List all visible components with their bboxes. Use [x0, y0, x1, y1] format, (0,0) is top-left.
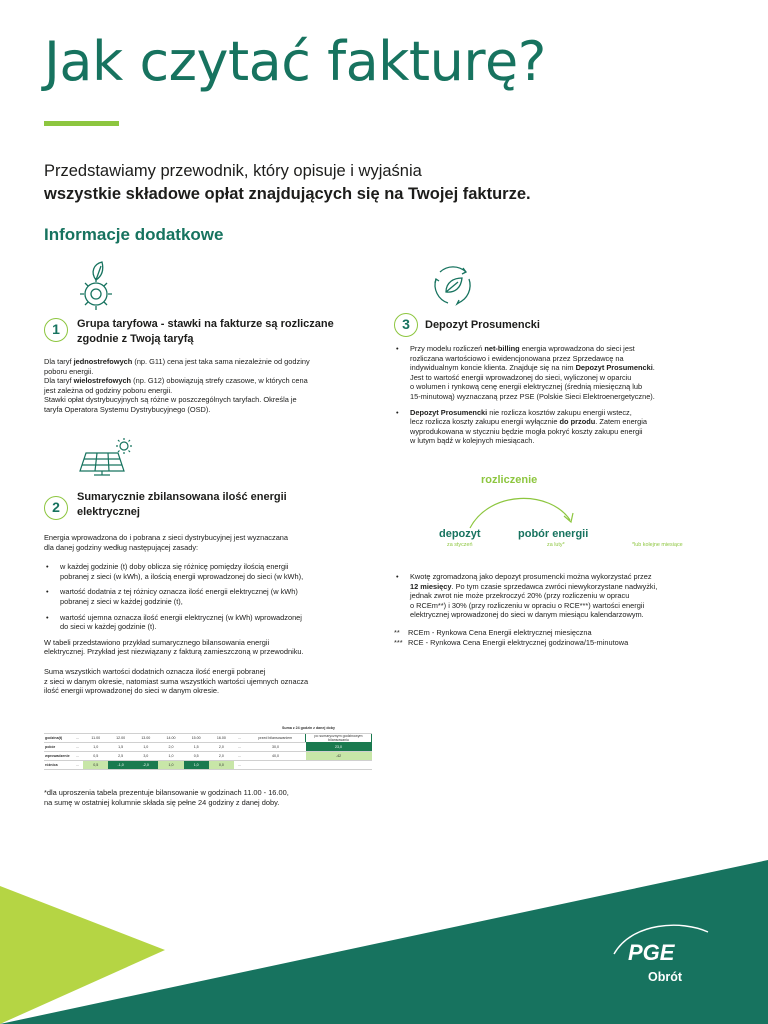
- table-row: pobór ... 1,0 1,5 1,0 2,0 1,5 2,0 ... 30,0 23,0: [44, 742, 372, 751]
- section-title: Informacje dodatkowe: [44, 225, 224, 244]
- brand-subtitle: Obrót: [648, 970, 683, 984]
- block-3-text: [394, 344, 734, 452]
- pge-logo: [612, 924, 712, 975]
- diagram-right-label: pobór energii: [518, 528, 589, 540]
- diagram-note: *lub kolejne miesiące: [632, 542, 683, 548]
- diagram-left-label: depozyt: [439, 528, 481, 540]
- footnote-2: *** RCE - Rynkowa Cena Energii elektrycznej godzinowa/15-minutowa: [394, 637, 629, 647]
- diagram-right-sub: za luty*: [547, 542, 565, 548]
- block-2-title-l1: Sumarycznie zbilansowana ilość energii: [77, 491, 287, 503]
- recycle-leaf-icon: [428, 262, 478, 313]
- intro-line-2: wszystkie składowe opłat znajdujących się na Twojej fakturze.: [44, 185, 531, 203]
- block-1-title-l1: Grupa taryfowa - stawki na fakturze są rozliczane: [77, 318, 334, 330]
- block-3-bullets: [394, 344, 734, 446]
- step-1-badge: 1: [44, 318, 68, 342]
- footnote-1: ** RCEm - Rynkowa Cena Energii elektrycznej miesięczna: [394, 627, 592, 637]
- block-3-bullets-2: [394, 572, 734, 620]
- table-note: *dla uproszenia tabela prezentuje bilansowanie w godzinach 11.00 - 16.00, na sumę w ostatniej kolumnie składa się pełne 24 godziny z danej doby.: [44, 788, 289, 807]
- block-3-text-2: [394, 572, 734, 647]
- diagram-left-sub: za styczeń: [447, 542, 473, 548]
- list-item: • w każdej godzinie (t) doby oblicza się różnicę pomiędzy ilością energii pobranej z sieci (w kWh), a ilością energii wprowadzonej do sieci (w kWh),: [44, 562, 384, 581]
- list-item: • wartość ujemna oznacza ilość energii elektrycznej (w kWh) wprowadzonej do sieci w każdej godzinie (t).: [44, 613, 384, 632]
- block-1-title: [77, 317, 387, 347]
- list-item: • Depozyt Prosumencki nie rozlicza kosztów zakupu energii wstecz, lecz rozlicza koszty zakupu energii wyłącznie do przodu. Zatem energia wyprodukowana w styczniu będzie mogła pokryć koszty zakupu energii w lutym bądź w kolejnych miesiącach.: [394, 408, 734, 446]
- list-item: • Kwotę zgromadzoną jako depozyt prosumencki można wykorzystać przez 12 miesięcy. Po tym czasie sprzedawca zwróci niewykorzystane nadwyżki, jednak zwrot nie może przekroczyć 20% (przy rozliczeniu w opracu o RCEm**) i 30% (przy rozliczeniu w opraciu o RCE***) wartości energii elektrycznej wprowadzonej do sieci w danym miesiącu kalendarzowym.: [394, 572, 734, 620]
- block-2-text: Energia wprowadzona do i pobrana z sieci dystrybucyjnej jest wyznaczana dla danej godziny według następującej zasady: • w każdej godzinie (t) doby oblicza się różnicę pomiędzy ilością energii pobranej z sieci (w kWh), a ilością energii wprowadzonej do sieci (w kWh), • wartość dodatnia z tej różnicy oznacza ilość energii elektrycznej (w kWh) pobranej z sieci w każdej godzinie (t), • wartość ujemna oznacza ilość energii elektrycznej (w kWh) wprowadzonej do sieci w każdej godzinie (t). W tabeli przedstawiono przykład sumarycznego bilansowania energii elektrycznej. Przykład jest niezwiązany z fakturą zamieszczoną w przewodniku. Suma wszystkich wartości dodatnich oznacza ilość energii pobranej z sieci w danym okresie, natomiast suma wszystkich wartości ujemnych oznacza ilość energii wprowadzonej do sieci w danym okresie.: [44, 533, 384, 696]
- step-3-badge: 3: [394, 313, 418, 337]
- block-2-title-l2: elektrycznej: [77, 506, 140, 518]
- block-1-text: Dla taryf jednostrefowych (np. G11) cena jest taka sama niezależnie od godziny poboru energii. Dla taryf wielostrefowych (np. G12) obowiązują strefy czasowe, w których cena jest zależna od godziny poboru energii. Stawki opłat dystrybucyjnych są różne w poszczególnych taryfach. Określa je taryfa Operatora Systemu Dystrybucyjnego (OSD).: [44, 357, 310, 414]
- block-2-bullets: [44, 562, 384, 632]
- block-2-title: [77, 490, 377, 520]
- block-1-title-l2: zgodnie z Twoją taryfą: [77, 333, 194, 345]
- block-3-title: Depozyt Prosumencki: [425, 319, 540, 331]
- page-title: Jak czytać fakturę?: [44, 30, 546, 93]
- title-underline: [44, 121, 119, 126]
- diagram-top-label: rozliczenie: [481, 474, 538, 486]
- step-2-badge: 2: [44, 496, 68, 520]
- table-sum-header: Suma z 24 godzin z danej doby: [246, 724, 372, 733]
- solar-panel-icon: [78, 437, 134, 482]
- gear-leaf-icon: [76, 260, 118, 317]
- intro: [44, 160, 724, 206]
- table-row: godzina(t) ... 11.00 12.00 13.00 14.00 15.00 16.00 ... przed bilansowaniem po sumarycznym godzinowym bilansowaniu: [44, 733, 372, 742]
- list-item: • wartość dodatnia z tej różnicy oznacza ilość energii elektrycznej (w kWh) pobranej z sieci w każdej godzinie (t),: [44, 587, 384, 606]
- list-item: • Przy modelu rozliczeń net-billing energia wprowadzona do sieci jest rozliczana wartościowo i ewidencjonowana przez Sprzedawcę na indywidualnym koncie klienta. Znajduje się na nim Depozyt Prosumencki. Jest to wartość energii wprowadzonej do sieci, wyliczonej w oparciu o wolumen i rynkową cenę energii elektrycznej (średnią miesięczną lub 15-minutową) wyznaczaną przez PSE (Polskie Sieci Elektroenergetyczne).: [394, 344, 734, 402]
- balancing-table: [44, 724, 372, 770]
- table-row: różnica ... 0,5 -1,0 -2,0 1,0 1,0 0,0 ...: [44, 760, 372, 769]
- table-row: wprowadzenie ... 0,5 2,5 3,0 1,0 0,5 2,0 ... 40,0 -42: [44, 751, 372, 760]
- intro-line-1: Przedstawiamy przewodnik, który opisuje i wyjaśnia: [44, 162, 422, 180]
- pge-logo-text: PGE: [628, 940, 675, 965]
